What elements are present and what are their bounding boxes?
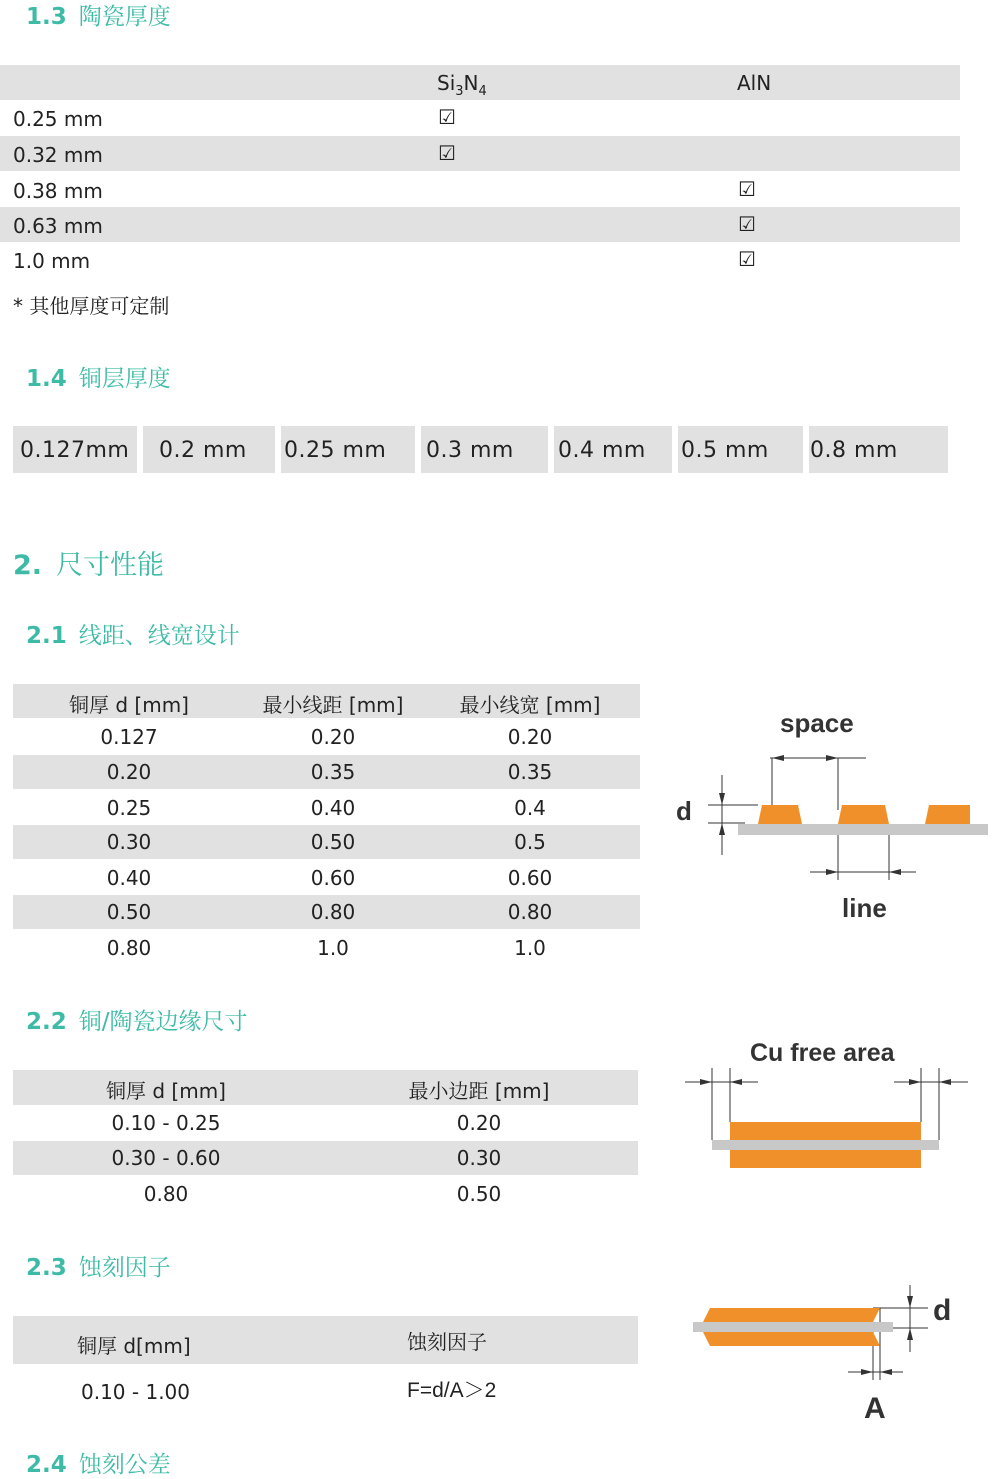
section-heading-2-4 [26, 1446, 171, 1479]
table-row [0, 242, 960, 277]
copper-thickness-value: 0.25 mm [284, 438, 387, 463]
section-heading-1-3 [26, 0, 171, 31]
cell-copper-thickness: 0.80 [106, 936, 152, 960]
cell-copper-thickness: 0.10 - 0.25 [111, 1111, 221, 1135]
cell-min-line-width: 0.60 [507, 866, 553, 890]
section-title: 蚀刻因子 [78, 1255, 171, 1281]
table-row [13, 930, 640, 965]
section-title: 铜/陶瓷边缘尺寸 [78, 1009, 248, 1035]
section-heading-2 [13, 543, 164, 582]
table-row [0, 100, 960, 135]
cell-min-line-width: 0.35 [507, 760, 553, 784]
section-heading-2-2 [26, 1003, 248, 1036]
etch-factor-diagram [688, 1280, 978, 1430]
table-row [13, 755, 640, 789]
checkbox-checked-icon: ☑ [438, 141, 456, 165]
copper-thickness-value: 0.8 mm [810, 438, 898, 463]
cell-copper-thickness: 0.20 [106, 760, 152, 784]
cell-min-edge-distance: 0.20 [456, 1111, 502, 1135]
row-label: 0.25 mm [13, 107, 103, 131]
copper-thickness-value: 0.2 mm [159, 438, 247, 463]
table-row [0, 207, 960, 242]
row-label: 0.38 mm [13, 179, 103, 203]
section-number: 2.2 [26, 1009, 67, 1035]
header-etch-factor: 蚀刻因子 [407, 1330, 487, 1354]
header-copper-thickness: 铜厚 d [mm] [69, 693, 189, 717]
line-spacing-table [13, 684, 640, 966]
cell-min-line-width: 0.80 [507, 900, 553, 924]
copper-trace-shape [925, 805, 970, 824]
section-heading-2-3 [26, 1249, 171, 1282]
cell-min-line-spacing: 0.20 [310, 725, 356, 749]
cell-min-line-spacing: 0.60 [310, 866, 356, 890]
table-row [13, 1105, 638, 1140]
table-row [13, 860, 640, 895]
section-heading-1-4 [26, 360, 171, 393]
etch-factor-table [13, 1316, 638, 1416]
checkbox-checked-icon: ☑ [738, 177, 756, 201]
checkbox-checked-icon: ☑ [738, 212, 756, 236]
section-title: 尺寸性能 [56, 550, 165, 581]
table-header-row [0, 65, 960, 100]
cu-free-area-label: Cu free area [750, 1039, 895, 1067]
cell-copper-thickness: 0.10 - 1.00 [81, 1380, 190, 1404]
section-number: 1.3 [26, 4, 67, 30]
header-min-edge-distance: 最小边距 [mm] [408, 1079, 550, 1103]
copper-bottom-shape [730, 1150, 921, 1168]
line-label: line [842, 893, 887, 923]
cell-copper-thickness: 0.40 [106, 866, 152, 890]
table-row [13, 790, 640, 825]
section-number: 2. [13, 550, 43, 581]
table-row [13, 825, 640, 859]
space-label: space [780, 708, 854, 738]
cell-copper-thickness: 0.127 [100, 725, 158, 749]
section-title: 铜层厚度 [78, 366, 171, 392]
section-number: 1.4 [26, 366, 67, 392]
table-row [0, 136, 960, 171]
cell-etch-factor: F=d/A＞2 [407, 1379, 497, 1402]
copper-thickness-value: 0.4 mm [558, 438, 646, 463]
header-aln: AlN [737, 71, 772, 95]
table-header-row [13, 1316, 638, 1364]
cell-min-line-spacing: 0.80 [310, 900, 356, 924]
table-row [0, 172, 960, 207]
copper-trace-shape [838, 805, 889, 824]
header-copper-thickness: 铜厚 d [mm] [106, 1079, 226, 1103]
cell-min-line-spacing: 0.50 [310, 830, 356, 854]
copper-thickness-bar [13, 426, 948, 473]
d-label: d [676, 796, 692, 826]
row-label: 0.32 mm [13, 143, 103, 167]
section-number: 2.4 [26, 1452, 67, 1478]
cell-min-edge-distance: 0.50 [456, 1182, 502, 1206]
cell-copper-thickness: 0.80 [143, 1182, 189, 1206]
section-heading-2-1 [26, 617, 240, 650]
cell-min-line-spacing: 1.0 [317, 936, 349, 960]
header-copper-thickness: 铜厚 d[mm] [77, 1334, 191, 1358]
cell-min-line-width: 0.4 [514, 796, 546, 820]
table-header-row [13, 684, 640, 718]
row-label: 0.63 mm [13, 214, 103, 238]
table-header-row [13, 1070, 638, 1105]
cell-copper-thickness: 0.50 [106, 900, 152, 924]
copper-thickness-value: 0.5 mm [681, 438, 769, 463]
cell-min-line-spacing: 0.35 [310, 760, 356, 784]
checkbox-checked-icon: ☑ [438, 105, 456, 129]
header-si3n4: $Si_3N_4$ [437, 71, 487, 99]
section-title: 线距、线宽设计 [78, 623, 240, 649]
a-label: A [864, 1392, 886, 1425]
copper-top-shape [730, 1122, 921, 1140]
table-row [13, 895, 640, 929]
table-row [13, 719, 640, 754]
section-number: 2.1 [26, 623, 67, 649]
customization-note: * 其他厚度可定制 [13, 294, 170, 318]
table-row [13, 1364, 638, 1416]
section-title: 陶瓷厚度 [78, 4, 171, 30]
copper-thickness-value: 0.127mm [20, 438, 130, 463]
copper-trace-shape [758, 805, 802, 824]
cell-min-line-width: 0.20 [507, 725, 553, 749]
copper-top-shape [703, 1308, 880, 1322]
cell-min-line-width: 1.0 [514, 936, 546, 960]
copper-thickness-value: 0.3 mm [426, 438, 514, 463]
ceramic-substrate-shape [738, 824, 988, 835]
copper-bottom-shape [703, 1332, 880, 1346]
row-label: 1.0 mm [13, 249, 91, 273]
header-min-line-spacing: 最小线距 [mm] [262, 693, 404, 717]
ceramic-substrate-shape [712, 1140, 939, 1150]
ceramic-thickness-table [0, 65, 960, 278]
ceramic-substrate-shape [693, 1322, 893, 1332]
cell-min-edge-distance: 0.30 [456, 1146, 502, 1170]
cell-min-line-spacing: 0.40 [310, 796, 356, 820]
header-min-line-width: 最小线宽 [mm] [459, 693, 601, 717]
section-number: 2.3 [26, 1255, 67, 1281]
cell-copper-thickness: 0.30 - 0.60 [111, 1146, 221, 1170]
edge-distance-table [13, 1070, 638, 1211]
cell-copper-thickness: 0.25 [106, 796, 152, 820]
checkbox-checked-icon: ☑ [738, 247, 756, 271]
d-label: d [933, 1294, 952, 1327]
cell-copper-thickness: 0.30 [106, 830, 152, 854]
table-row [13, 1176, 638, 1211]
table-row [13, 1141, 638, 1175]
section-title: 蚀刻公差 [78, 1452, 171, 1478]
line-space-diagram [670, 700, 990, 930]
cu-free-area-diagram [680, 1030, 980, 1180]
cell-min-line-width: 0.5 [514, 830, 546, 854]
